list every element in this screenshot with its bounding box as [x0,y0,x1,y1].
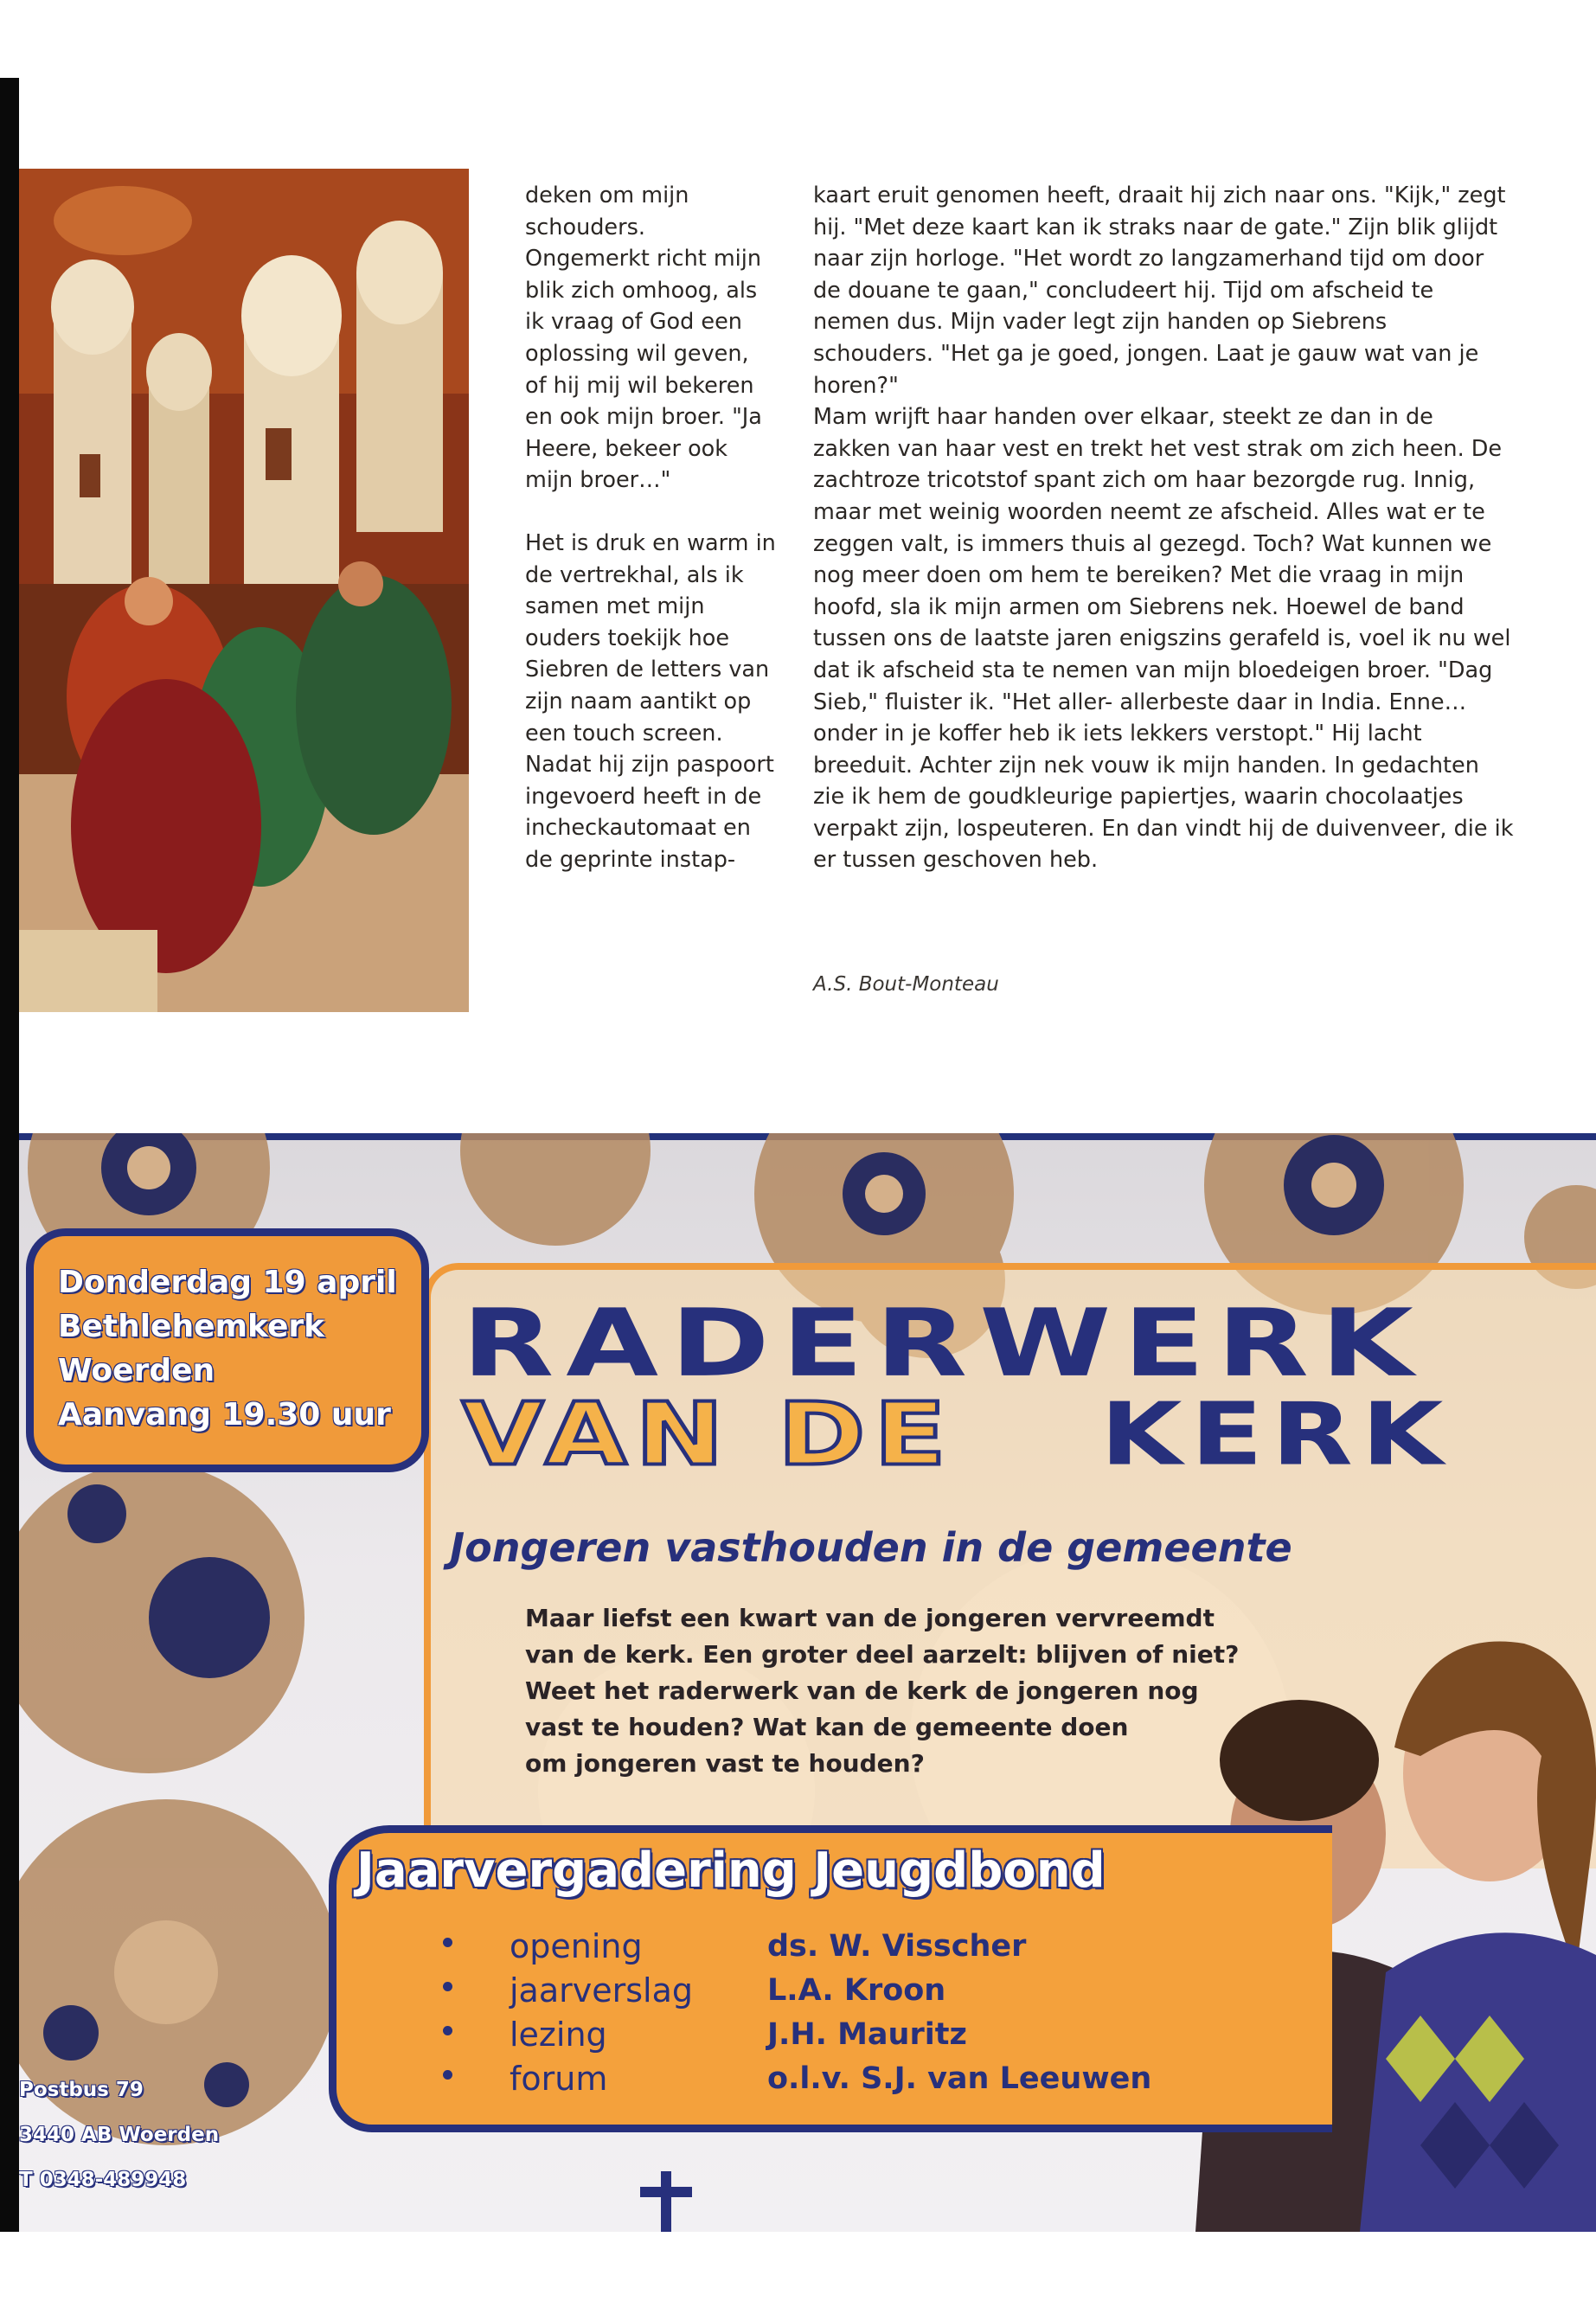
address-postcode: 3440 AB Woerden [19,2124,220,2146]
bullet-icon [443,1982,452,1991]
event-city: Woerden [58,1353,215,1388]
event-intro-line: van de kerk. Een groter deel aarzelt: blijven of niet? [525,1640,1240,1669]
article-column-2 [813,180,1514,876]
event-date: Donderdag 19 april [58,1265,397,1300]
meeting-program [443,1925,1221,2101]
program-person: L.A. Kroon [767,1973,946,2008]
program-row [443,1969,1221,2013]
page-margin [19,0,1596,78]
article-paragraph: Het is druk en warm in de vertrekhal, als ik samen met mijn ouders toekijk hoe Siebren de letters van zijn naam aantikt op een touch screen. Nadat hij zijn paspoort ingevoerd heeft in de incheckautomaat en de geprinte instap- [525,529,776,873]
program-item: lezing [510,2016,607,2054]
bullet-icon [443,1938,452,1947]
program-item: opening [510,1927,643,1965]
meeting-title: Jaarvergadering Jeugdbond [356,1843,1106,1899]
address-phone: T 0348-489948 [19,2169,187,2191]
event-intro-line: vast te houden? Wat kan de gemeente doen [525,1713,1129,1741]
painting-illustration [19,169,469,1012]
event-intro-line: om jongeren vast te houden? [525,1749,925,1778]
article-paragraph: Mam wrijft haar handen over elkaar, steekt ze dan in de zakken van haar vest en trekt het vest strak om zich heen. De zachtroze tricotstof spant zich om haar bezorgde rug. Innig, maar met weinig woorden neemt ze afscheid. Alles wat er te zeggen valt, is immers thuis al gezegd. Toch? Wat kunnen we nog meer doen om hem te bereiken? Met die vraag in mijn hoofd, sla ik mijn armen om Siebrens nek. Hoewel de band tussen ons de laatste jaren enigszins gerafeld is, voel ik nu wel dat ik afscheid sta te nemen van mijn bloedeigen broer. "Dag Sieb," fluister ik. "Het aller- allerbeste daar in India. Enne… onder in je koffer heb ik iets lekkers verstopt." Hij lacht breeduit. Achter zijn nek vouw ik mijn handen. In gedachten zie ik hem de goudkleurige papiertjes, waarin chocolaatjes verpakt zijn, lospeuteren. En dan vindt hij de duivenveer, die ik er tussen geschoven heb. [813,404,1514,874]
event-advertisement [19,1133,1596,2232]
article-column-1 [525,180,776,875]
article-paragraph: deken om mijn schouders. Ongemerkt richt mijn blik zich omhoog, als ik vraag of God een oplossing wil geven, of hij mij wil bekeren en ook mijn broer. "Ja Heere, bekeer ook mijn broer…" [525,183,762,494]
event-intro-line: Maar liefst een kwart van de jongeren vervreemdt [525,1604,1215,1632]
bullet-icon [443,2070,452,2080]
bullet-icon [443,2026,452,2035]
event-title-line-1: RADERWERK [462,1289,1426,1398]
program-person: o.l.v. S.J. van Leeuwen [767,2061,1152,2096]
contact-address [19,2067,227,2202]
program-item: forum [510,2060,608,2098]
painting-image [19,169,469,1012]
event-title-line-2-outline: VAN DE [462,1384,955,1485]
event-date-box [26,1228,429,1472]
event-title-line-2-solid: KERK [1100,1384,1452,1485]
article-paragraph: kaart eruit genomen heeft, draait hij zich naar ons. "Kijk," zegt hij. "Met deze kaart kan ik straks naar de gate." Zijn blik glijdt naar zijn horloge. "Het wordt zo langzamerhand tijd om door de douane te gaan," concludeert hij. Tijd om afscheid te nemen dus. Mijn vader legt zijn handen op Siebrens schouders. "Het ga je goed, jongen. Laat je gauw wat van je horen?" [813,183,1506,399]
event-start-time: Aanvang 19.30 uur [58,1397,391,1433]
page-edge-shadow [0,78,19,2232]
event-venue: Bethlehemkerk [58,1309,325,1344]
program-person: J.H. Mauritz [767,2017,967,2052]
program-person: ds. W. Visscher [767,1929,1027,1964]
program-row [443,2013,1221,2057]
author-signature: A.S. Bout-Monteau [813,973,999,996]
program-row [443,1925,1221,1969]
address-postbus: Postbus 79 [19,2079,144,2101]
program-item: jaarverslag [510,1971,694,2009]
cross-logo-icon [640,2171,692,2232]
program-row [443,2057,1221,2101]
event-subtitle: Jongeren vasthouden in de gemeente [450,1524,1292,1571]
event-intro-line: Weet het raderwerk van de kerk de jongeren nog [525,1676,1199,1705]
